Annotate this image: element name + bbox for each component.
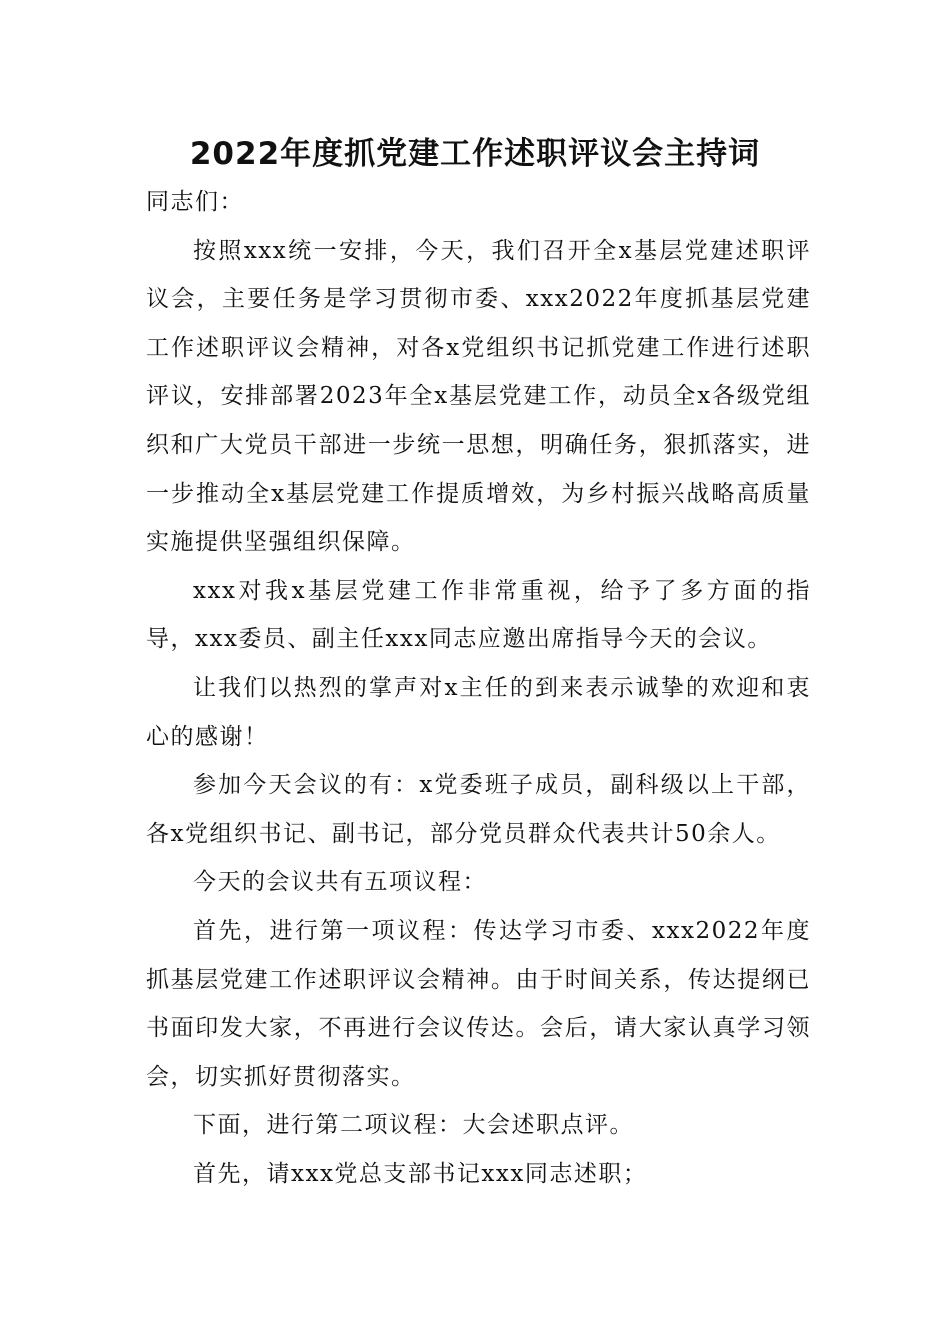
paragraph-welcome: 让我们以热烈的掌声对x主任的到来表示诚挚的欢迎和衷心的感谢！ <box>146 674 811 750</box>
paragraph-first-speaker: 首先，请xxx党总支部书记xxx同志述职； <box>193 1160 648 1187</box>
document-body <box>146 178 811 1198</box>
paragraph-attendees: 参加今天会议的有：x党委班子成员，副科级以上干部，各x党组织书记、副书记，部分党员群众代表共计50余人。 <box>146 772 811 847</box>
paragraph-agenda: 今天的会议共有五项议程： <box>193 869 487 896</box>
paragraph-guidance: xxx对我x基层党建工作非常重视，给予了多方面的指导，xxx委员、副主任xxx同志应邀出席指导今天的会议。 <box>146 577 811 653</box>
paragraph-agenda-item-1: 首先，进行第一项议程：传达学习市委、xxx2022年度抓基层党建工作述职评议会精神。由于时间关系，传达提纲已书面印发大家，不再进行会议传达。会后，请大家认真学习领会，切实抓好贯彻落实。 <box>146 917 811 1090</box>
salutation: 同志们： <box>146 189 244 215</box>
paragraph-agenda-item-2: 下面，进行第二项议程：大会述职点评。 <box>193 1112 634 1139</box>
document-title: 2022年度抓党建工作述职评议会主持词 <box>189 136 761 172</box>
paragraph-intro: 按照xxx统一安排，今天，我们召开全x基层党建述职评议会，主要任务是学习贯彻市委、xxx2022年度抓基层党建工作述职评议会精神，对各x党组织书记抓党建工作进行述职评议，安排部署2023年全x基层党建工作，动员全x各级党组织和广大党员干部进一步统一思想，明确任务，狠抓落实，进一步推动全x基层党建工作提质增效，为乡村振兴战略高质量实施提供坚强组织保障。 <box>146 237 811 556</box>
